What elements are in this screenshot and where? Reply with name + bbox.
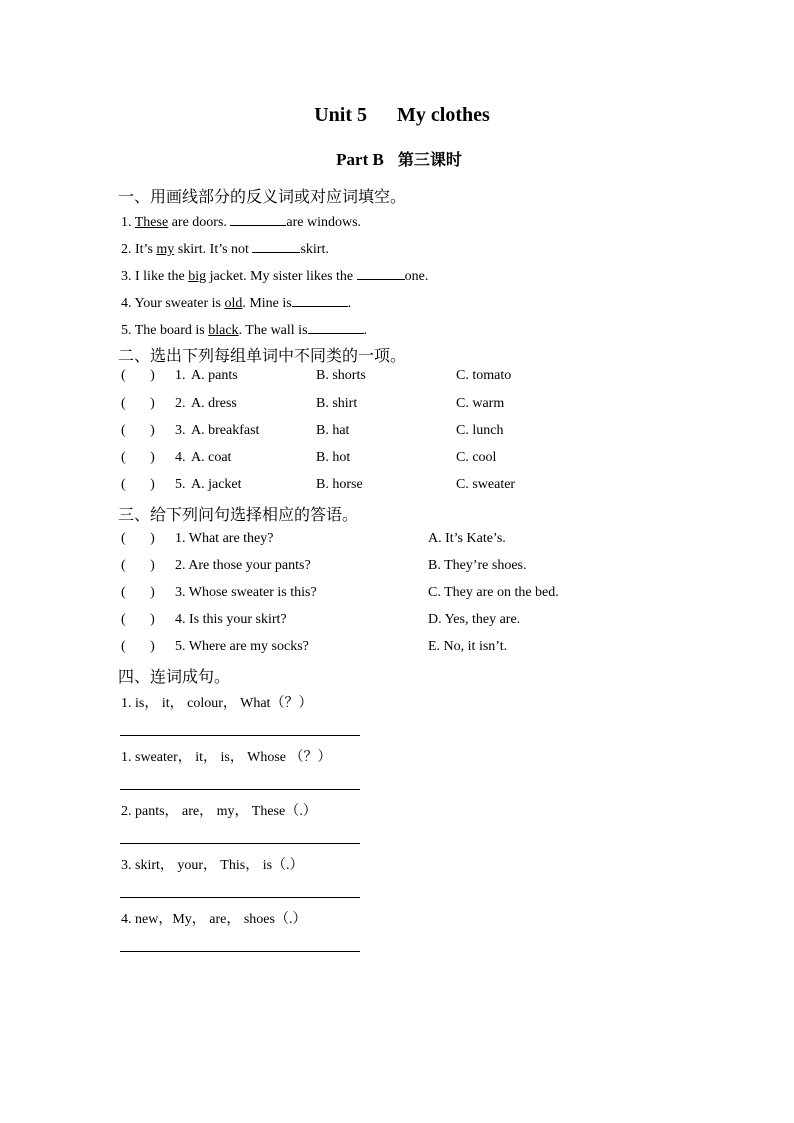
s1-item-4 xyxy=(121,293,351,312)
fill-blank[interactable] xyxy=(308,320,364,334)
fill-blank[interactable] xyxy=(252,239,300,253)
option-c: C. tomato xyxy=(456,368,512,383)
answer-bracket[interactable]: ( ) xyxy=(121,368,155,383)
answer-option: E. No, it isn’t. xyxy=(428,639,508,654)
s1-item-2 xyxy=(121,239,329,258)
section-1-heading: 一、用画线部分的反义词或对应词填空。 xyxy=(118,187,407,206)
answer-bracket[interactable]: ( ) xyxy=(121,531,155,546)
option-c: C. sweater xyxy=(456,477,516,492)
answer-line[interactable] xyxy=(120,843,360,844)
item-number: 5. xyxy=(175,477,186,492)
item-number: 1. xyxy=(175,368,186,383)
question: 1. What are they? xyxy=(175,531,274,546)
s1-item-text: 5. The board is xyxy=(121,323,209,338)
answer-line[interactable] xyxy=(120,735,360,736)
s1-item-text: 4. Your sweater is xyxy=(121,296,225,311)
answer-bracket[interactable]: ( ) xyxy=(121,396,155,411)
s1-item-3 xyxy=(121,266,428,285)
option-c: C. warm xyxy=(456,396,505,411)
item-number: 4. xyxy=(175,450,186,465)
s4-prompt-2: 1. sweater， it， is， Whose （？） xyxy=(121,750,332,765)
answer-bracket[interactable]: ( ) xyxy=(121,450,155,465)
part-label: Part B xyxy=(336,150,384,169)
s1-item-text: skirt. It’s not xyxy=(174,242,253,257)
s1-item-text: are doors. xyxy=(168,215,231,230)
s1-underlined-word: my xyxy=(156,242,175,257)
s1-item-text: 1. xyxy=(121,215,135,230)
section-4-heading: 四、连词成句。 xyxy=(118,667,231,686)
s4-prompt-1: 1. is， it， colour， What（？） xyxy=(121,696,313,711)
option-a: A. breakfast xyxy=(191,423,260,438)
s1-item-text: skirt. xyxy=(300,242,329,257)
s1-item-text: . xyxy=(363,323,368,338)
question: 4. Is this your skirt? xyxy=(175,612,287,627)
answer-bracket[interactable]: ( ) xyxy=(121,612,155,627)
answer-line[interactable] xyxy=(120,897,360,898)
answer-line[interactable] xyxy=(120,951,360,952)
question: 3. Whose sweater is this? xyxy=(175,585,317,600)
s4-prompt-5: 4. new，My， are， shoes（.） xyxy=(121,912,307,927)
section-2-heading: 二、选出下列每组单词中不同类的一项。 xyxy=(118,346,407,365)
fill-blank[interactable] xyxy=(230,212,286,226)
option-a: A. jacket xyxy=(191,477,242,492)
option-a: A. pants xyxy=(191,368,238,383)
answer-option: C. They are on the bed. xyxy=(428,585,559,600)
fill-blank[interactable] xyxy=(292,293,348,307)
item-number: 2. xyxy=(175,396,186,411)
s1-item-text: . xyxy=(347,296,352,311)
question: 2. Are those your pants? xyxy=(175,558,311,573)
s1-underlined-word: These xyxy=(134,215,169,230)
s1-item-5 xyxy=(121,320,367,339)
s4-prompt-3: 2. pants， are， my， These（.） xyxy=(121,804,317,819)
option-a: A. dress xyxy=(191,396,237,411)
lesson-label: 第三课时 xyxy=(397,150,462,169)
answer-bracket[interactable]: ( ) xyxy=(121,477,155,492)
s1-underlined-word: big xyxy=(188,269,207,284)
unit-name: My clothes xyxy=(397,104,490,126)
option-b: B. hat xyxy=(316,423,350,438)
section-3-heading: 三、给下列问句选择相应的答语。 xyxy=(118,505,359,524)
answer-bracket[interactable]: ( ) xyxy=(121,639,155,654)
item-number: 3. xyxy=(175,423,186,438)
s1-item-1 xyxy=(121,212,361,231)
answer-bracket[interactable]: ( ) xyxy=(121,423,155,438)
option-a: A. coat xyxy=(191,450,232,465)
option-b: B. horse xyxy=(316,477,363,492)
s1-item-text: are windows. xyxy=(286,215,362,230)
fill-blank[interactable] xyxy=(357,266,405,280)
option-b: B. shorts xyxy=(316,368,366,383)
question: 5. Where are my socks? xyxy=(175,639,309,654)
s1-item-text: jacket. My sister likes the xyxy=(206,269,357,284)
s1-item-text: . The wall is xyxy=(238,323,308,338)
page-title xyxy=(0,104,794,127)
s1-item-text: . Mine is xyxy=(242,296,292,311)
option-b: B. shirt xyxy=(316,396,358,411)
answer-option: D. Yes, they are. xyxy=(428,612,521,627)
s1-item-text: 2. It’s xyxy=(121,242,157,257)
option-b: B. hot xyxy=(316,450,351,465)
unit-number: Unit 5 xyxy=(314,104,368,126)
s1-item-text: 3. I like the xyxy=(121,269,189,284)
answer-option: B. They’re shoes. xyxy=(428,558,527,573)
answer-option: A. It’s Kate’s. xyxy=(428,531,506,546)
s1-item-text: one. xyxy=(404,269,429,284)
option-c: C. lunch xyxy=(456,423,504,438)
answer-bracket[interactable]: ( ) xyxy=(121,585,155,600)
s1-underlined-word: black xyxy=(208,323,239,338)
answer-line[interactable] xyxy=(120,789,360,790)
page-subtitle xyxy=(0,147,794,170)
s1-underlined-word: old xyxy=(224,296,243,311)
option-c: C. cool xyxy=(456,450,497,465)
s4-prompt-4: 3. skirt， your， This， is（.） xyxy=(121,858,304,873)
answer-bracket[interactable]: ( ) xyxy=(121,558,155,573)
